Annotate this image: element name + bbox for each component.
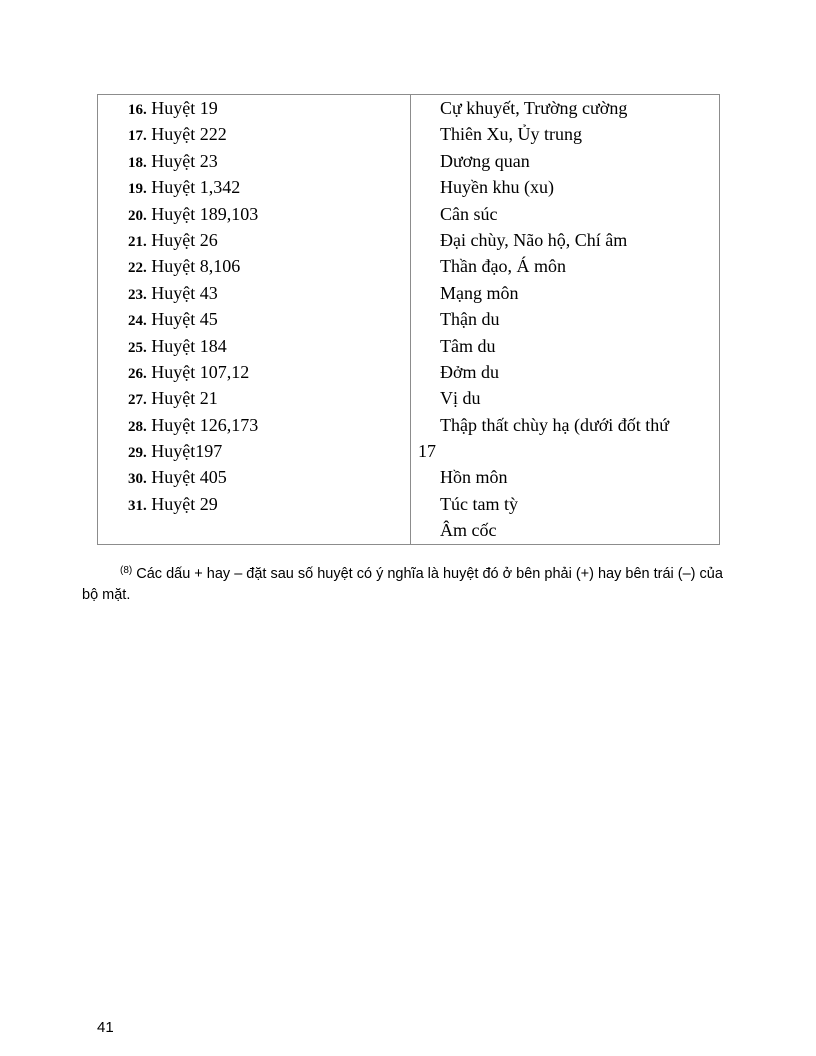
list-item-continuation: 17 bbox=[418, 441, 436, 462]
point-label: Huyệt197 bbox=[151, 441, 223, 462]
row-number: 21. bbox=[128, 233, 147, 250]
point-label: Huyệt 405 bbox=[151, 467, 227, 488]
list-item bbox=[128, 306, 258, 332]
list-item: Thận du bbox=[440, 309, 500, 330]
acupoint-number-column bbox=[128, 95, 258, 517]
row-number: 24. bbox=[128, 313, 147, 330]
list-item: Cự khuyết, Trường cường bbox=[440, 98, 628, 118]
point-label: Huyệt 126,173 bbox=[151, 414, 259, 435]
list-item bbox=[128, 412, 258, 438]
list-item bbox=[128, 121, 258, 147]
row-number: 23. bbox=[128, 286, 147, 303]
acupoint-table bbox=[97, 94, 720, 545]
list-item: Túc tam tỳ bbox=[440, 493, 518, 514]
row-number: 28. bbox=[128, 418, 147, 435]
list-item: Cân súc bbox=[440, 203, 498, 224]
page-number: 41 bbox=[97, 1019, 114, 1036]
row-number: 16. bbox=[128, 102, 147, 118]
list-item bbox=[128, 280, 258, 306]
point-label: Huyệt 29 bbox=[151, 493, 218, 514]
row-number: 20. bbox=[128, 207, 147, 224]
row-number: 30. bbox=[128, 471, 147, 488]
acupoint-name-column bbox=[418, 95, 669, 544]
list-item: Tâm du bbox=[440, 335, 496, 356]
point-label: Huyệt 26 bbox=[151, 229, 218, 250]
point-label: Huyệt 189,103 bbox=[151, 203, 259, 224]
row-number: 18. bbox=[128, 154, 147, 171]
point-label: Huyệt 19 bbox=[151, 98, 218, 118]
list-item: Dương quan bbox=[440, 150, 530, 171]
list-item: Thiên Xu, Ủy trung bbox=[440, 124, 582, 145]
list-item: Đởm du bbox=[440, 361, 500, 382]
point-label: Huyệt 23 bbox=[151, 150, 218, 171]
column-divider bbox=[410, 95, 411, 544]
list-item: Thập thất chùy hạ (dưới đốt thứ bbox=[440, 414, 669, 435]
point-label: Huyệt 8,106 bbox=[151, 256, 241, 277]
list-item: Âm cốc bbox=[440, 520, 497, 541]
list-item: Mạng môn bbox=[440, 282, 519, 303]
point-label: Huyệt 107,12 bbox=[151, 361, 250, 382]
footnote bbox=[82, 560, 732, 606]
row-number: 27. bbox=[128, 392, 147, 409]
footnote-text: Các dấu + hay – đặt sau số huyệt có ý nghĩa là huyệt đó ở bên phải (+) hay bên trái (–) của bộ mặt. bbox=[82, 566, 723, 603]
list-item bbox=[128, 491, 258, 517]
list-item bbox=[128, 227, 258, 253]
list-item bbox=[128, 95, 258, 121]
row-number: 19. bbox=[128, 181, 147, 198]
row-number: 26. bbox=[128, 365, 147, 382]
point-label: Huyệt 43 bbox=[151, 282, 218, 303]
list-item bbox=[128, 201, 258, 227]
list-item bbox=[128, 148, 258, 174]
list-item: Huyền khu (xu) bbox=[440, 177, 554, 198]
point-label: Huyệt 184 bbox=[151, 335, 227, 356]
row-number: 29. bbox=[128, 445, 147, 462]
list-item: Hồn môn bbox=[440, 467, 508, 488]
row-number: 17. bbox=[128, 128, 147, 145]
list-item bbox=[128, 359, 258, 385]
list-item bbox=[128, 385, 258, 411]
footnote-marker: (8) bbox=[120, 565, 133, 576]
list-item bbox=[128, 253, 258, 279]
list-item: Thần đạo, Á môn bbox=[440, 256, 566, 277]
list-item: Đại chùy, Não hộ, Chí âm bbox=[440, 229, 628, 250]
list-item bbox=[128, 464, 258, 490]
row-number: 31. bbox=[128, 497, 147, 514]
list-item bbox=[128, 333, 258, 359]
list-item bbox=[128, 174, 258, 200]
list-item bbox=[128, 438, 258, 464]
point-label: Huyệt 222 bbox=[151, 124, 227, 145]
row-number: 22. bbox=[128, 260, 147, 277]
point-label: Huyệt 1,342 bbox=[151, 177, 241, 198]
list-item: Vị du bbox=[440, 388, 481, 409]
row-number: 25. bbox=[128, 339, 147, 356]
point-label: Huyệt 21 bbox=[151, 388, 218, 409]
point-label: Huyệt 45 bbox=[151, 309, 218, 330]
